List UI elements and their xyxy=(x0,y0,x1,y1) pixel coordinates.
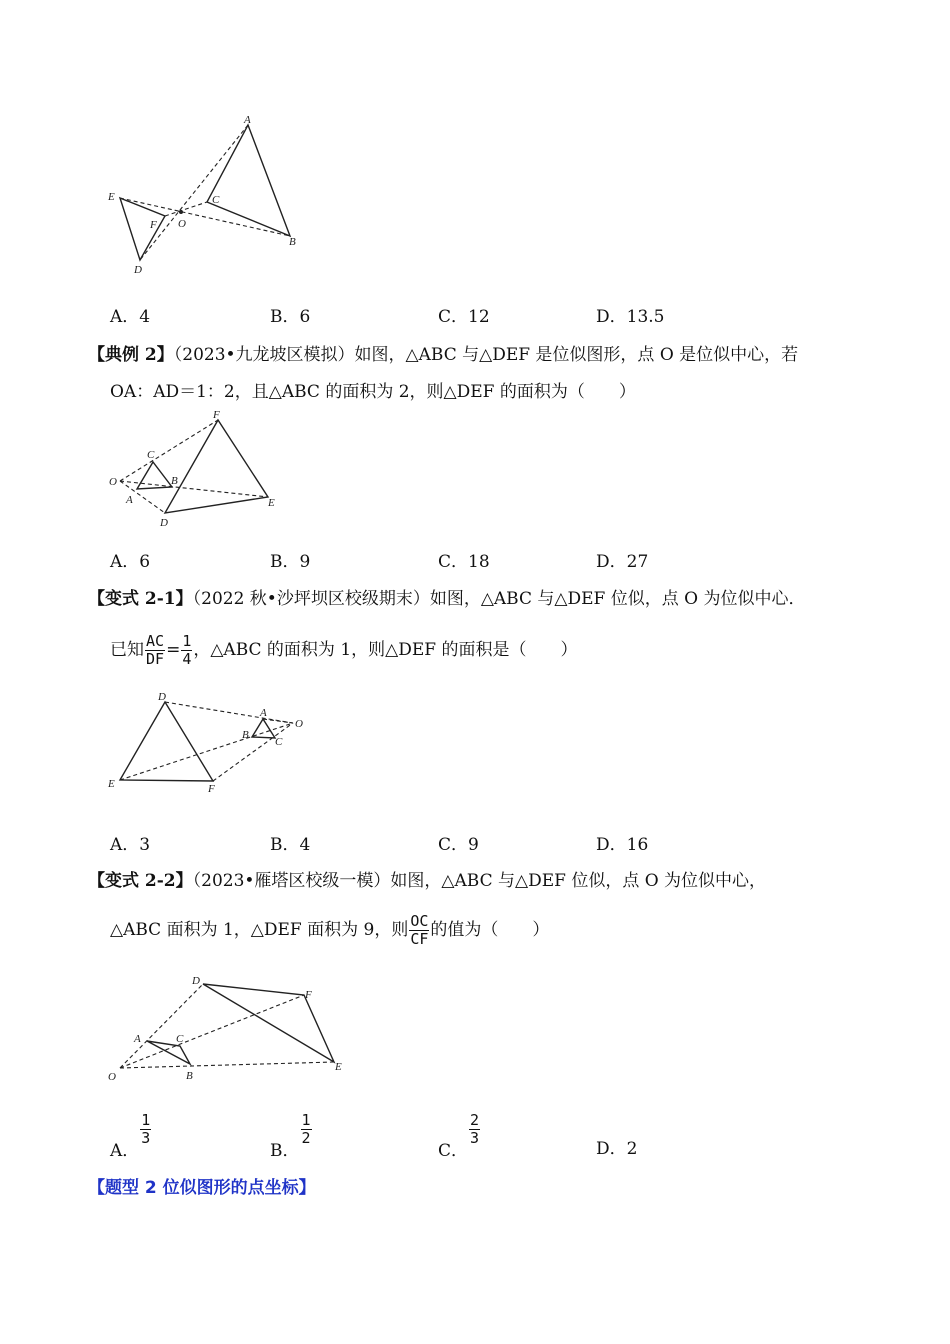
triangle-def-q1 xyxy=(120,198,165,260)
triangle-def-v21 xyxy=(120,702,213,781)
label-A: A xyxy=(134,1033,141,1045)
label-E: E xyxy=(268,497,275,509)
label-E: E xyxy=(108,191,115,203)
option-b[interactable]: B．4 xyxy=(270,835,311,855)
variant22-text2-pre: △ABC 面积为 1，△DEF 面积为 9，则 xyxy=(110,920,409,940)
variant22-line1 xyxy=(88,866,766,891)
example2-text1: △ABC 与△DEF 是位似图形，点 O 是位似中心，若 xyxy=(405,345,799,365)
figure-example2-geometry xyxy=(120,420,268,513)
figure-q1-geometry xyxy=(120,125,290,260)
label-A: A xyxy=(244,114,251,126)
variant21-suffix: ，△ABC 的面积为 1，则△DEF 的面积是（ ） xyxy=(193,640,578,660)
variant21-prefix: 已知 xyxy=(110,640,144,660)
label-O: O xyxy=(178,218,186,230)
label-C: C xyxy=(275,736,283,748)
label-A: A xyxy=(126,494,133,506)
label-D: D xyxy=(192,975,200,987)
option-a[interactable]: A．3 xyxy=(110,835,151,855)
triangle-abc-v21 xyxy=(252,719,275,738)
option-a[interactable]: A．4 xyxy=(110,307,151,327)
label-F: F xyxy=(150,219,157,231)
figure-variant21-geometry xyxy=(120,702,293,781)
label-B: B xyxy=(289,236,296,248)
label-F: F xyxy=(213,409,220,421)
option-c[interactable]: C．9 xyxy=(438,835,479,855)
fraction-oc-cf: $\frac{OC}{CF}$ xyxy=(410,912,429,948)
option-d[interactable]: D．27 xyxy=(596,552,649,572)
variant21-text1: （2022 秋•沙坪坝区校级期末）如图，△ABC 与△DEF 位似，点 O 为位似中心． xyxy=(192,589,806,609)
variant22-tag: 【变式 2-2】 xyxy=(88,871,193,891)
option-b[interactable]: B．9 xyxy=(270,552,311,572)
label-C: C xyxy=(147,449,155,461)
option-b[interactable]: B．6 xyxy=(270,307,311,327)
variant21-line2 xyxy=(110,632,577,668)
label-B: B xyxy=(171,475,178,487)
example2-line2: OA：AD＝1：2，且△ABC 的面积为 2，则△DEF 的面积为（ ） xyxy=(110,382,636,402)
fraction-ac-df: $\frac{AC}{DF}$ xyxy=(146,632,165,668)
label-E: E xyxy=(335,1061,342,1073)
option-c[interactable]: C．12 xyxy=(438,307,490,327)
fraction-one-third: $\frac{1}{3}$ xyxy=(141,1111,151,1147)
label-O: O xyxy=(108,1071,116,1083)
option-d[interactable]: D．13.5 xyxy=(596,307,665,327)
example2-line1 xyxy=(88,340,798,365)
label-O: O xyxy=(295,718,303,730)
label-E: E xyxy=(108,778,115,790)
option-a[interactable]: A．6 xyxy=(110,552,151,572)
label-F: F xyxy=(208,783,215,795)
fraction-two-thirds: $\frac{2}{3}$ xyxy=(470,1111,480,1147)
triangle-def-ex2 xyxy=(165,420,268,513)
label-C: C xyxy=(176,1033,184,1045)
label-D: D xyxy=(134,264,142,276)
example2-source: （2023•九龙坡区模拟）如图， xyxy=(173,345,406,365)
label-B: B xyxy=(186,1070,193,1082)
triangle-abc-q1 xyxy=(207,125,290,236)
figure-variant22-geometry xyxy=(120,984,334,1068)
option-c[interactable]: C．18 xyxy=(438,552,490,572)
label-A: A xyxy=(260,707,267,719)
option-a[interactable]: A． $\frac{1}{3}$ xyxy=(110,1111,151,1161)
variant22-text1: （2023•雁塔区校级一模）如图，△ABC 与△DEF 位似，点 O 为位似中心， xyxy=(192,871,767,891)
fraction-one-half: $\frac{1}{2}$ xyxy=(301,1111,311,1147)
variant22-line2 xyxy=(110,912,549,948)
variant21-tag: 【变式 2-1】 xyxy=(88,589,193,609)
label-D: D xyxy=(160,517,168,529)
option-d[interactable]: D．16 xyxy=(596,835,649,855)
fraction-one-quarter: $\frac{1}{4}$ xyxy=(182,632,192,668)
variant21-line1 xyxy=(88,584,805,609)
option-d[interactable]: D．2 xyxy=(596,1139,638,1159)
label-O: O xyxy=(109,476,117,488)
section-heading: 【题型 2 位似图形的点坐标】 xyxy=(88,1178,316,1198)
triangle-abc-ex2 xyxy=(137,462,172,489)
triangle-def-v22 xyxy=(203,984,334,1062)
variant22-text2-post: 的值为（ ） xyxy=(430,920,550,940)
option-b[interactable]: B． $\frac{1}{2}$ xyxy=(270,1111,311,1161)
label-C: C xyxy=(212,194,220,206)
label-F: F xyxy=(305,989,312,1001)
equals-sign: = xyxy=(166,640,181,660)
example2-tag: 【典例 2】 xyxy=(88,345,174,365)
label-D: D xyxy=(158,691,166,703)
triangle-abc-v22 xyxy=(147,1041,190,1064)
option-c[interactable]: C． $\frac{2}{3}$ xyxy=(438,1111,480,1161)
label-B: B xyxy=(242,729,249,741)
